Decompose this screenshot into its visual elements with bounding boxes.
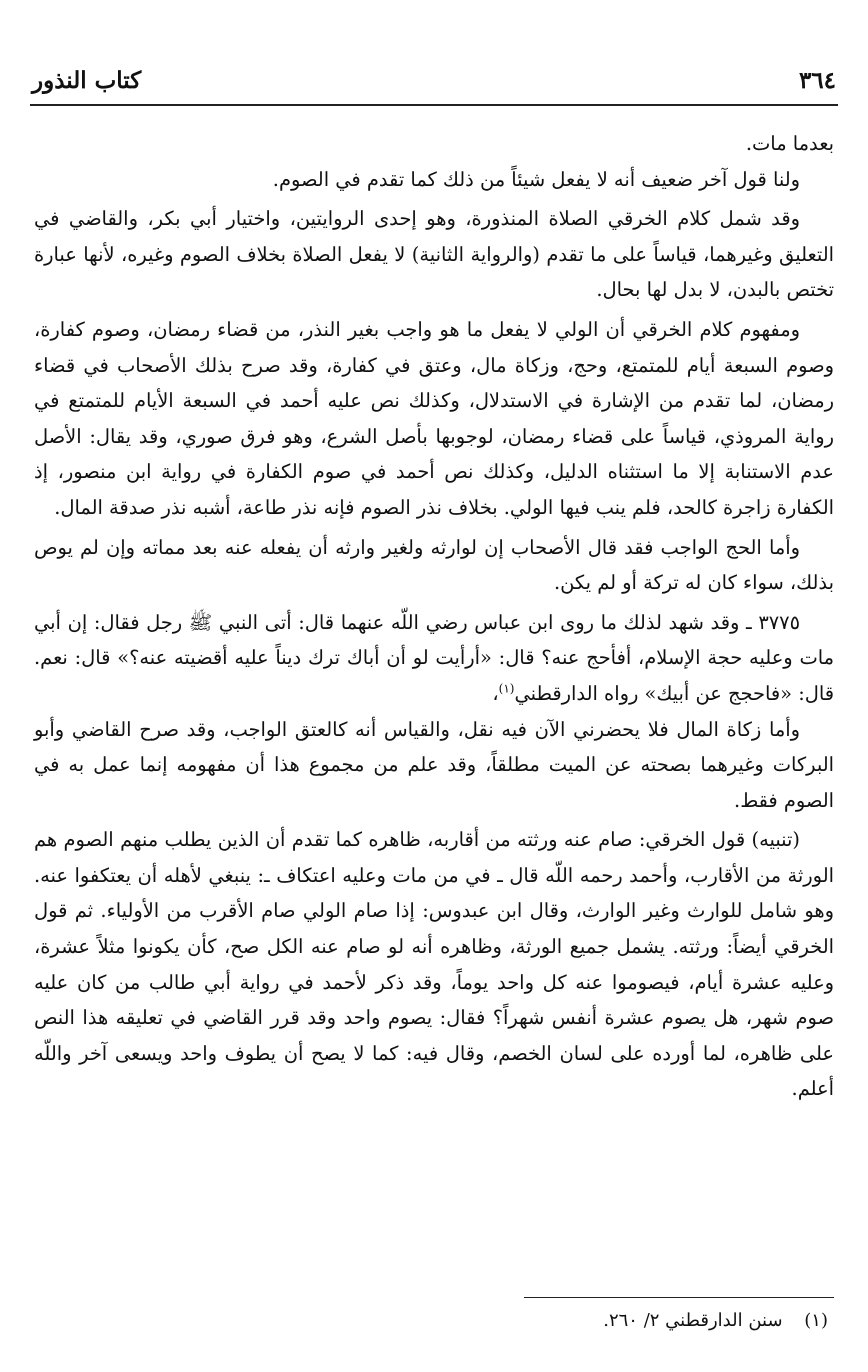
hadith-paragraph — [34, 605, 834, 712]
footnote-reference[interactable]: (١) — [498, 681, 515, 696]
paragraph: وأما الحج الواجب فقد قال الأصحاب إن لوارثه ولغير وارثه أن يفعله عنه بعد مماته وإن لم يوص بذلك، سواء كان له تركة أو لم يكن. — [34, 535, 834, 595]
paragraph: ومفهوم كلام الخرقي أن الولي لا يفعل ما هو واجب بغير النذر، من قضاء رمضان، وصوم كفارة، وصوم السبعة أيام للمتمتع، وحج، وزكاة مال، وعتق في كفارة، وقد صرح بذلك الأصحاب في قضاء رمضان، لما تقدم من الإشارة في الاستدلال، وكذلك نص عليه أحمد في السبعة الأيام للمتمتع في رواية المروذي، قياساً على قضاء رمضان، لوجوبها بأصل الشرع، وهو فرق صوري، وقد يقال: الأصل عدم الاستنابة إلا ما استثناه الدليل، وكذلك نص أحمد في صوم الكفارة في رواية ابن منصور، إذ الكفارة زاجرة كالحد، فلم ينب فيها الولي. بخلاف نذر الصوم فإنه نذر طاعة، أشبه نذر صدقة المال. — [34, 317, 834, 519]
footnote-marker: (١) — [804, 1310, 828, 1331]
paragraph: وأما زكاة المال فلا يحضرني الآن فيه نقل، والقياس أنه كالعتق الواجب، وقد صرح القاضي وأبو البركات وغيرهما بصحته عن الميت مطلقاً، وقد علم من مجموع هذا أن مفهومه إنما عمل به في الصوم فقط. — [34, 717, 834, 812]
page-number: ٣٦٤ — [798, 66, 836, 94]
header-rule — [30, 104, 838, 106]
hadith-text: ٣٧٧٥ ـ وقد شهد لذلك ما روى ابن عباس رضي اللّه عنهما قال: أتى النبي ﷺ رجل فقال: إن أبي مات وعليه حجة الإسلام، أفأحج عنه؟ قال: «أرأيت لو أن أباك ترك ديناً عليه أقضيته عنه؟» قال: نعم. قال: «فاحجج عن أبيك» رواه الدارقطني — [34, 610, 834, 705]
footnote-text: سنن الدارقطني ٢/ ٢٦٠. — [603, 1310, 783, 1331]
book-title: كتاب النذور — [32, 66, 142, 94]
paragraph: ولنا قول آخر ضعيف أنه لا يفعل شيئاً من ذلك كما تقدم في الصوم. — [272, 167, 800, 191]
footnote-rule — [524, 1297, 834, 1298]
trailing-punctuation: ، — [492, 681, 499, 705]
paragraph: بعدما مات. — [745, 132, 834, 155]
paragraph: (تنبيه) قول الخرقي: صام عنه ورثته من أقاربه، ظاهره كما تقدم أن الذين يطلب منهم الصوم هم الورثة من الأقارب، وأحمد رحمه اللّه قال ـ في من مات وعليه اعتكاف ـ: ينبغي لأهله أن يعتكفوا عنه. وهو شامل للوارث وغير الوارث، وقال ابن عبدوس: إذا صام الولي صام الأقرب من الأولياء. ثم قول الخرقي أيضاً: ورثته. يشمل جميع الورثة، وظاهره أنه لو صام عنه الكل صح، كأن يكونوا مثلاً عشرة، وعليه عشرة أيام، فيصوموا عنه كل واحد يوماً، وقد ذكر لأحمد في رواية أبي طالب من كان عليه صوم شهر، هل يصوم عشرة أنفس شهراً؟ فقال: يصوم واحد وقد قرر القاضي في تعليقه هذا النص على ظاهره، لما أورده على لسان الخصم، وقال فيه: كما لا يصح أن يطوف واحد ويسعى آخر واللّه أعلم. — [34, 828, 834, 1101]
running-header — [32, 60, 836, 100]
main-text — [34, 126, 834, 1107]
paragraph: وقد شمل كلام الخرقي الصلاة المنذورة، وهو إحدى الروايتين، واختيار أبي بكر، والقاضي في التعليق وغيرهما، قياساً على ما تقدم (والرواية الثانية) لا يفعل الصلاة بخلاف الصوم وغيره، لأنها عبارة تختص بالبدن، لا بدل لها بحال. — [34, 207, 834, 302]
footnote — [34, 1306, 828, 1336]
